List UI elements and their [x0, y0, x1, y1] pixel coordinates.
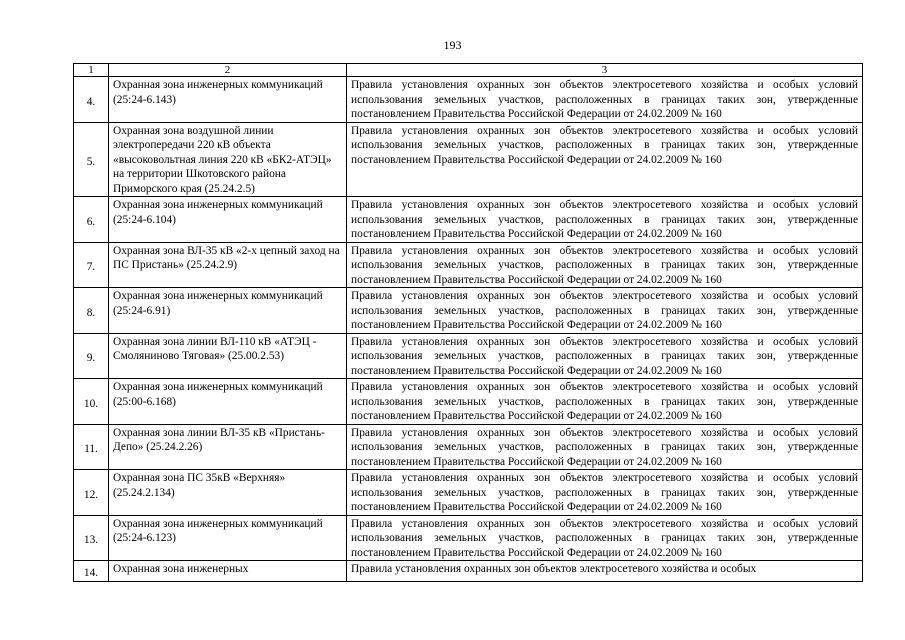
header-col-rules: 3	[347, 64, 863, 77]
rules-reference: Правила установления охранных зон объектов электросетевого хозяйства и особых условий использования земельных участков, расположенных в границах таких зон, утвержденные постановлением Правительства Российской Федерации от 24.02.2009 № 160	[347, 470, 863, 516]
rules-reference: Правила установления охранных зон объектов электросетевого хозяйства и особых условий использования земельных участков, расположенных в границах таких зон, утвержденные постановлением Правительства Российской Федерации от 24.02.2009 № 160	[347, 122, 863, 197]
table-header-row	[74, 64, 863, 77]
rules-reference: Правила установления охранных зон объектов электросетевого хозяйства и особых условий использования земельных участков, расположенных в границах таких зон, утвержденные постановлением Правительства Российской Федерации от 24.02.2009 № 160	[347, 77, 863, 123]
row-number: 13.	[74, 515, 109, 561]
row-number: 9.	[74, 333, 109, 379]
rules-reference-text: Правила установления охранных зон объектов электросетевого хозяйства и особых	[351, 563, 757, 575]
row-number: 6.	[74, 197, 109, 243]
zone-name: Охранная зона инженерных коммуникаций (25:24-6.123)	[109, 515, 347, 561]
row-number: 11.	[74, 424, 109, 470]
zone-name-text: Охранная зона инженерных	[113, 563, 249, 575]
table-row	[74, 424, 863, 470]
header-col-number: 1	[74, 64, 109, 77]
zone-name	[109, 561, 347, 582]
rules-reference: Правила установления охранных зон объектов электросетевого хозяйства и особых условий использования земельных участков, расположенных в границах таких зон, утвержденные постановлением Правительства Российской Федерации от 24.02.2009 № 160	[347, 379, 863, 425]
zone-name: Охранная зона инженерных коммуникаций (25:24-6.91)	[109, 288, 347, 334]
zones-table	[73, 63, 863, 582]
row-number: 10.	[74, 379, 109, 425]
row-number: 5.	[74, 122, 109, 197]
table-row	[74, 288, 863, 334]
table-row	[74, 561, 863, 582]
zone-name: Охранная зона инженерных коммуникаций (25:00-6.168)	[109, 379, 347, 425]
zone-name: Охранная зона инженерных коммуникаций (25:24-6.143)	[109, 77, 347, 123]
row-number: 12.	[74, 470, 109, 516]
table-row	[74, 242, 863, 288]
rules-reference: Правила установления охранных зон объектов электросетевого хозяйства и особых условий использования земельных участков, расположенных в границах таких зон, утвержденные постановлением Правительства Российской Федерации от 24.02.2009 № 160	[347, 288, 863, 334]
rules-reference: Правила установления охранных зон объектов электросетевого хозяйства и особых условий использования земельных участков, расположенных в границах таких зон, утвержденные постановлением Правительства Российской Федерации от 24.02.2009 № 160	[347, 515, 863, 561]
table-row	[74, 77, 863, 123]
zones-table-body	[74, 64, 863, 582]
rules-reference: Правила установления охранных зон объектов электросетевого хозяйства и особых условий использования земельных участков, расположенных в границах таких зон, утвержденные постановлением Правительства Российской Федерации от 24.02.2009 № 160	[347, 333, 863, 379]
table-row	[74, 333, 863, 379]
zone-name: Охранная зона инженерных коммуникаций (25:24-6.104)	[109, 197, 347, 243]
zone-name: Охранная зона ВЛ-35 кВ «2-х цепный заход на ПС Пристань» (25.24.2.9)	[109, 242, 347, 288]
table-row	[74, 122, 863, 197]
row-number: 14.	[74, 561, 109, 582]
header-col-zone: 2	[109, 64, 347, 77]
row-number: 4.	[74, 77, 109, 123]
table-row	[74, 197, 863, 243]
zone-name: Охранная зона ПС 35кВ «Верхняя» (25.24.2.134)	[109, 470, 347, 516]
page-number: 193	[443, 38, 462, 52]
rules-reference: Правила установления охранных зон объектов электросетевого хозяйства и особых условий использования земельных участков, расположенных в границах таких зон, утвержденные постановлением Правительства Российской Федерации от 24.02.2009 № 160	[347, 242, 863, 288]
rules-reference: Правила установления охранных зон объектов электросетевого хозяйства и особых условий использования земельных участков, расположенных в границах таких зон, утвержденные постановлением Правительства Российской Федерации от 24.02.2009 № 160	[347, 424, 863, 470]
table-row	[74, 515, 863, 561]
row-number: 7.	[74, 242, 109, 288]
row-number: 8.	[74, 288, 109, 334]
table-row	[74, 470, 863, 516]
rules-reference	[347, 561, 863, 582]
table-row	[74, 379, 863, 425]
rules-reference: Правила установления охранных зон объектов электросетевого хозяйства и особых условий использования земельных участков, расположенных в границах таких зон, утвержденные постановлением Правительства Российской Федерации от 24.02.2009 № 160	[347, 197, 863, 243]
zone-name: Охранная зона линии ВЛ-110 кВ «АТЭЦ - Смоляниново Тяговая» (25.00.2.53)	[109, 333, 347, 379]
zone-name: Охранная зона воздушной линии электропередачи 220 кВ объекта «высоковольтная линия 220 кВ «БК2-АТЭЦ» на территории Шкотовского района Приморского края (25.24.2.5)	[109, 122, 347, 197]
zone-name: Охранная зона линии ВЛ-35 кВ «Пристань-Депо» (25.24.2.26)	[109, 424, 347, 470]
